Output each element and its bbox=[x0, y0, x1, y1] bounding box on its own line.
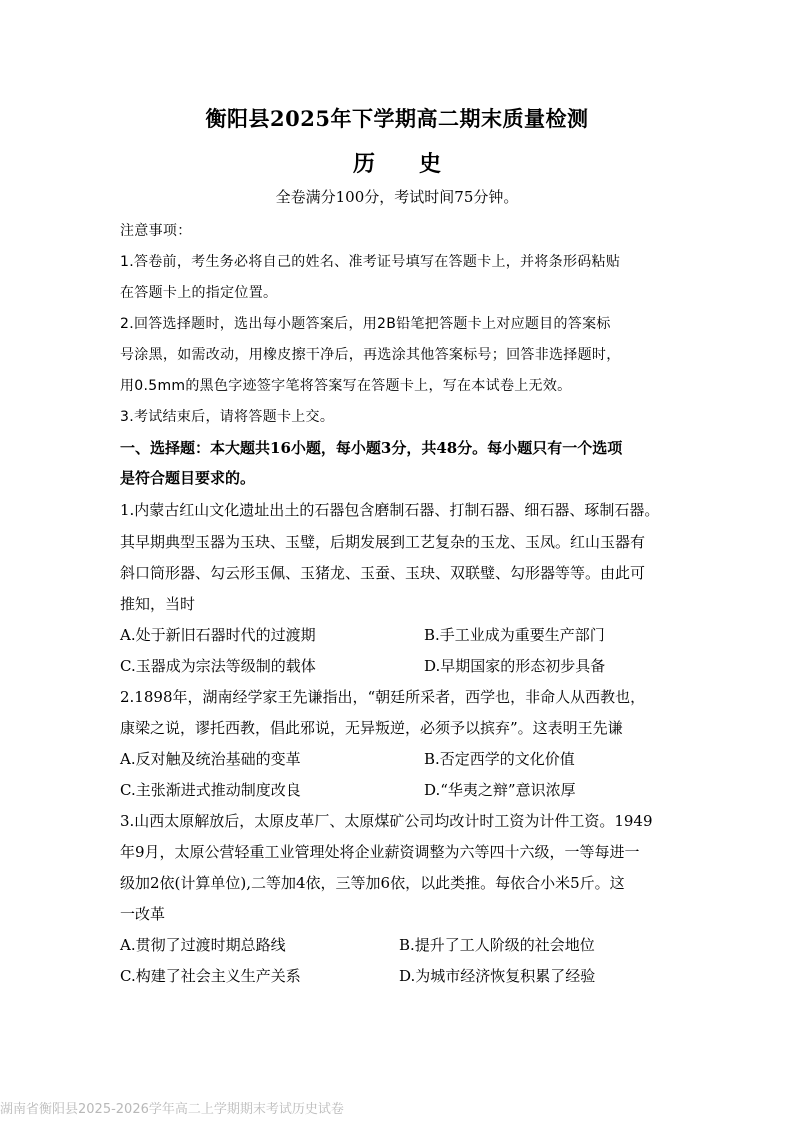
section-1-heading-line-1: 一、选择题：本大题共16小题，每小题3分，共48分。每小题只有一个选项 bbox=[120, 439, 623, 457]
q3-stem-line-2: 年9月，太原公营轻重工业管理处将企业薪资调整为六等四十六级，一等每进一 bbox=[120, 843, 640, 861]
q1-stem-line-4: 推知，当时 bbox=[120, 595, 196, 613]
q3-stem-line-3: 级加2依(计算单位),二等加4依，三等加6依，以此类推。每依合小米5斤。这 bbox=[120, 874, 625, 892]
exam-title: 衡阳县2025年下学期高二期末质量检测 bbox=[205, 106, 589, 131]
section-1-heading-line-2: 是符合题目要求的。 bbox=[120, 469, 256, 487]
note-3: 3.考试结束后，请将答题卡上交。 bbox=[120, 409, 335, 425]
q3-option-b: B.提升了工人阶级的社会地位 bbox=[399, 936, 595, 954]
q3-option-a: A.贯彻了过渡时期总路线 bbox=[120, 936, 286, 954]
note-1-line-1: 1.答卷前，考生务必将自己的姓名、准考证号填写在答题卡上，并将条形码粘贴 bbox=[120, 254, 621, 270]
note-2-line-1: 2.回答选择题时，选出每小题答案后，用2B铅笔把答题卡上对应题目的答案标 bbox=[120, 316, 611, 332]
subject-char-1: 历 bbox=[352, 151, 375, 177]
q1-option-a: A.处于新旧石器时代的过渡期 bbox=[120, 626, 316, 644]
q1-option-c: C.玉器成为宗法等级制的载体 bbox=[120, 657, 316, 675]
q2-option-c: C.主张渐进式推动制度改良 bbox=[120, 781, 301, 799]
q2-stem-line-2: 康梁之说，谬托西教，倡此邪说，无异叛逆，必须予以摈弃”。这表明王先谦 bbox=[120, 719, 623, 737]
score-time-line: 全卷满分100分，考试时间75分钟。 bbox=[275, 188, 519, 206]
q1-stem-line-1: 1.内蒙古红山文化遗址出土的石器包含磨制石器、打制石器、细石器、琢制石器。 bbox=[120, 501, 660, 519]
q1-option-d: D.早期国家的形态初步具备 bbox=[424, 657, 606, 675]
q3-option-c: C.构建了社会主义生产关系 bbox=[120, 967, 301, 985]
q2-stem-line-1: 2.1898年，湖南经学家王先谦指出，“朝廷所采者，西学也，非命人从西教也， bbox=[120, 688, 646, 706]
footer-watermark: 湖南省衡阳县2025-2026学年高二上学期期末考试历史试卷 bbox=[0, 1102, 344, 1117]
q2-option-b: B.否定西学的文化价值 bbox=[424, 750, 575, 768]
q3-option-d: D.为城市经济恢复积累了经验 bbox=[399, 967, 596, 985]
q1-option-b: B.手工业成为重要生产部门 bbox=[424, 626, 605, 644]
notes-heading: 注意事项： bbox=[120, 223, 192, 239]
subject-char-2: 史 bbox=[419, 151, 442, 177]
q2-option-a: A.反对触及统治基础的变革 bbox=[120, 750, 301, 768]
q2-option-d: D.“华夷之辩”意识浓厚 bbox=[424, 781, 576, 799]
note-2-line-2: 号涂黑，如需改动，用橡皮擦干净后，再选涂其他答案标号；回答非选择题时， bbox=[120, 347, 621, 363]
subject-heading bbox=[0, 147, 794, 178]
q3-stem-line-4: 一改革 bbox=[120, 905, 166, 923]
q1-stem-line-3: 斜口筒形器、勾云形玉佩、玉猪龙、玉蚕、玉玦、双联璧、勾形器等等。由此可 bbox=[120, 564, 646, 582]
note-1-line-2: 在答题卡上的指定位置。 bbox=[120, 285, 278, 301]
q3-stem-line-1: 3.山西太原解放后，太原皮革厂、太原煤矿公司均改计时工资为计件工资。1949 bbox=[120, 812, 653, 830]
q1-stem-line-2: 其早期典型玉器为玉玦、玉璧，后期发展到工艺复杂的玉龙、玉凤。红山玉器有 bbox=[120, 533, 646, 551]
note-2-line-3: 用0.5mm的黑色字迹签字笔将答案写在答题卡上，写在本试卷上无效。 bbox=[120, 378, 572, 394]
